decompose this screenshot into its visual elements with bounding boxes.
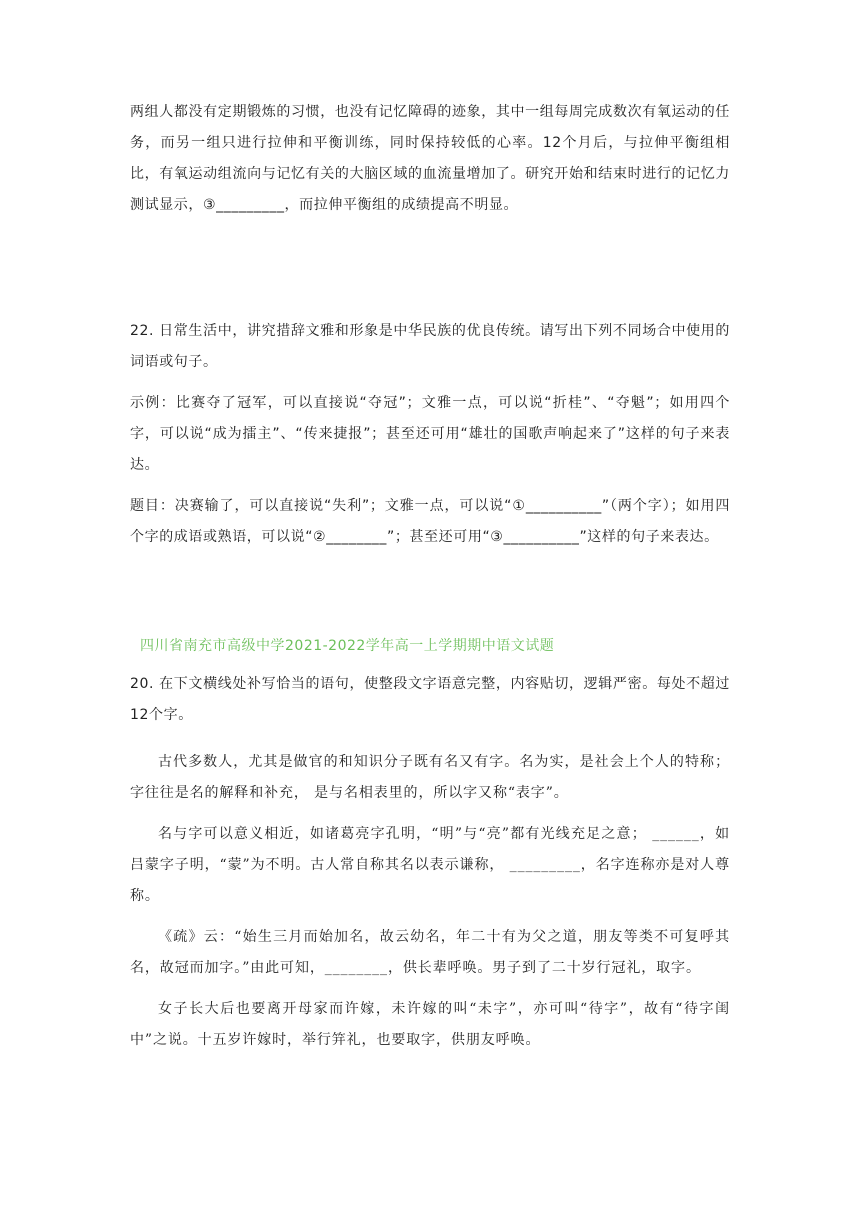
question-20-prompt: 20. 在下文横线处补写恰当的语句，使整段文字语意完整，内容贴切，逻辑严密。每处不超过12个字。 — [130, 676, 730, 723]
passage-paragraph-1: 古代多数人，尤其是做官的和知识分子既有名又有字。名为实，是社会上个人的特称；字往往是名的解释和补充， 是与名相表里的，所以字又称“表字”。 — [130, 754, 730, 801]
passage-paragraph-3: 《疏》云：“始生三月而始加名，故云幼名，年二十有为父之道，朋友等类不可复呼其名，故冠而加字。”由此可知，________，供长辈呼唤。男子到了二十岁行冠礼，取字。 — [130, 929, 730, 976]
passage-paragraph-4: 女子长大后也要离开母家而许嫁，未许嫁的叫“未字”，亦可叫“待字”，故有“待字闺中”之说。十五岁许嫁时，举行笄礼，也要取字，供朋友呼唤。 — [130, 1001, 730, 1048]
question-22-example: 示例：比赛夺了冠军，可以直接说“夺冠”；文雅一点，可以说“折桂”、“夺魁”；如用四个字，可以说“成为擂主”、“传来捷报”；甚至还可用“雄壮的国歌声响起来了”这样的句子来表达。 — [130, 395, 730, 473]
exam-source-title: 四川省南充市高级中学2021-2022学年高一上学期期中语文试题 — [140, 638, 555, 654]
passage-paragraph-2: 名与字可以意义相近，如诸葛亮字孔明，“明”与“亮”都有光线充足之意； ______，如吕蒙字子明，“蒙”为不明。古人常自称其名以表示谦称， _________，名字连称亦是对人尊称。 — [130, 826, 730, 904]
intro-paragraph: 两组人都没有定期锻炼的习惯，也没有记忆障碍的迹象，其中一组每周完成数次有氧运动的任务，而另一组只进行拉伸和平衡训练，同时保持较低的心率。12个月后，与拉伸平衡组相比，有氧运动组流向与记忆有关的大脑区域的血流量增加了。研究开始和结束时进行的记忆力测试显示，③_________，而拉伸平衡组的成绩提高不明显。 — [130, 104, 730, 213]
question-22-task: 题目：决赛输了，可以直接说“失利”；文雅一点，可以说“①__________”（两个字）；如用四个字的成语或熟语，可以说“②________”；甚至还可用“③__________”这样的句子来表达。 — [130, 498, 730, 545]
question-22-prompt: 22. 日常生活中，讲究措辞文雅和形象是中华民族的优良传统。请写出下列不同场合中使用的词语或句子。 — [130, 323, 730, 370]
